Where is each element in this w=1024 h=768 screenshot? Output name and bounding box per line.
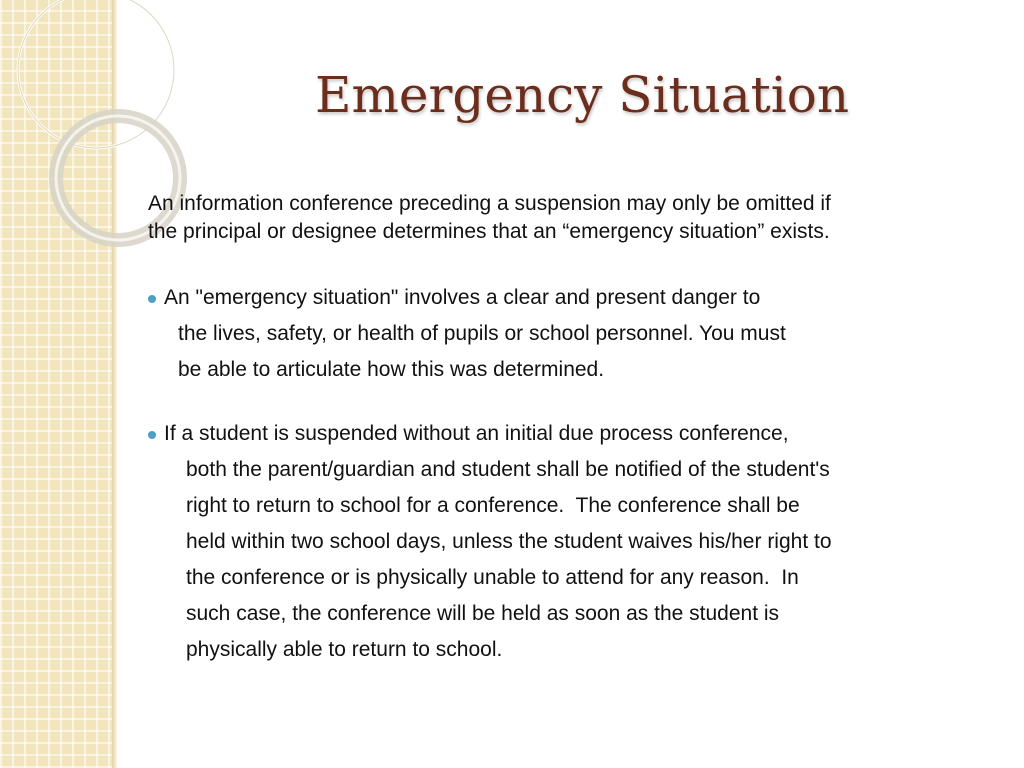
bullet-line: physically able to return to school. — [186, 638, 503, 661]
bullet-line: the lives, safety, or health of pupils or school personnel. You must — [178, 322, 786, 345]
intro-paragraph — [148, 190, 1010, 246]
slide-title: Emergency Situation — [314, 66, 850, 124]
bullet-line: both the parent/guardian and student shall be notified of the student's — [186, 458, 830, 481]
slide-content — [148, 190, 1010, 696]
bullet-line: such case, the conference will be held as soon as the student is — [186, 602, 780, 625]
bullet-dot-icon — [148, 431, 156, 439]
intro-line: An information conference preceding a suspension may only be omitted if — [148, 192, 831, 215]
intro-line: the principal or designee determines that an “emergency situation” exists. — [148, 220, 830, 243]
bullet-line: be able to articulate how this was determined. — [178, 358, 605, 381]
bullet-item-suspension-notice — [148, 416, 1010, 668]
bullet-line: right to return to school for a conference. The conference shall be — [186, 494, 800, 517]
bullet-line: An "emergency situation" involves a clear and present danger to — [164, 286, 761, 309]
bullet-line: the conference or is physically unable to attend for any reason. In — [186, 566, 799, 589]
bullet-dot-icon — [148, 295, 156, 303]
bullet-item-emergency-definition — [148, 280, 1010, 388]
bullet-line: If a student is suspended without an initial due process conference, — [164, 422, 789, 445]
bullet-line: held within two school days, unless the student waives his/her right to — [186, 530, 832, 553]
